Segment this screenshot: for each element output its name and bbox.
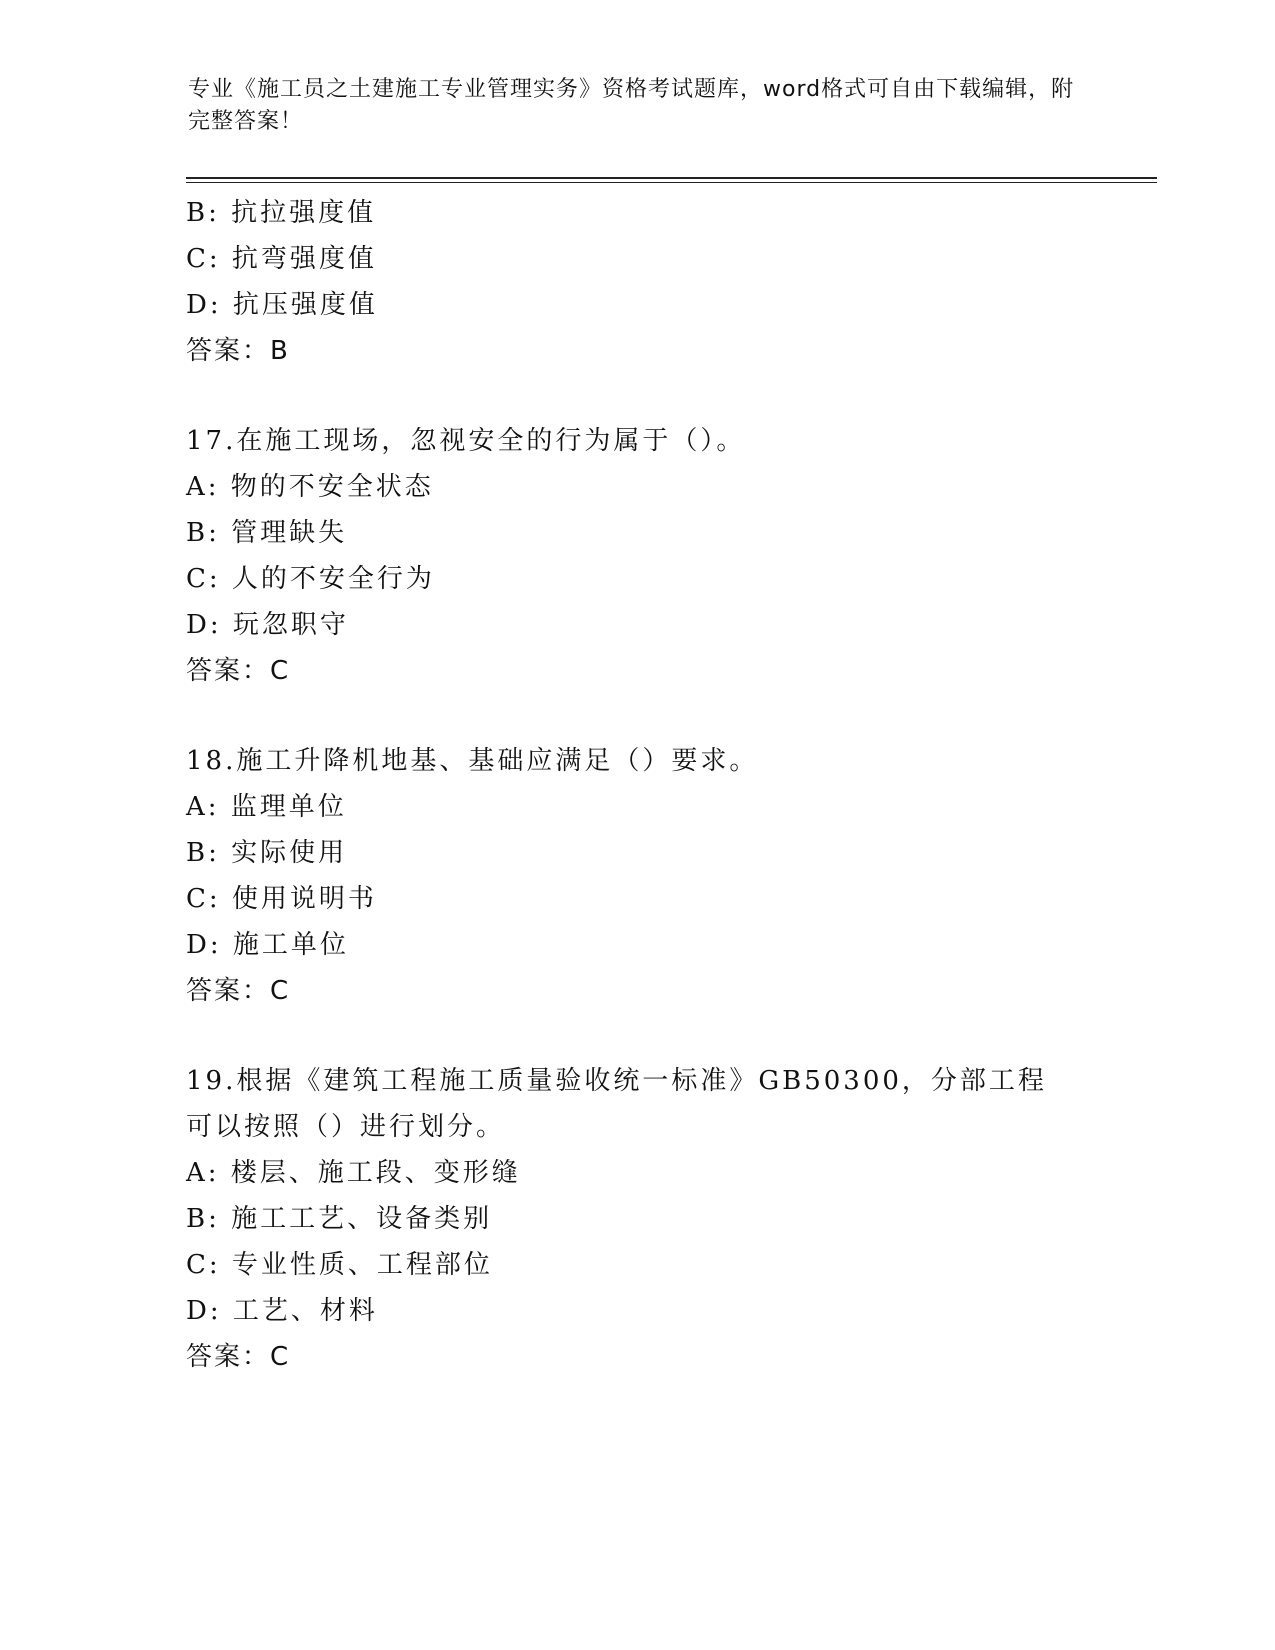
question-list <box>186 190 1086 1380</box>
header-rule-thin <box>186 182 1157 183</box>
option-d: D: 施工单位 <box>186 930 349 960</box>
option-a: A: 物的不安全状态 <box>186 472 434 502</box>
option-b: B: 施工工艺、设备类别 <box>186 1204 493 1234</box>
option-b: B: 管理缺失 <box>186 518 348 548</box>
answer: 答案：C <box>186 1342 291 1372</box>
option-d: D: 抗压强度值 <box>186 290 378 320</box>
answer: 答案：B <box>186 336 290 366</box>
option-a: A: 楼层、施工段、变形缝 <box>186 1158 521 1188</box>
document-header: 专业《施工员之土建施工专业管理实务》资格考试题库，word格式可自由下载编辑，附完整答案！ <box>188 77 1075 134</box>
question-16-continued <box>186 190 1086 374</box>
option-d: D: 玩忽职守 <box>186 610 349 640</box>
option-c: C: 抗弯强度值 <box>186 244 377 274</box>
option-b: B: 实际使用 <box>186 838 348 868</box>
question-stem: 18.施工升降机地基、基础应满足（）要求。 <box>186 746 759 776</box>
option-c: C: 专业性质、工程部位 <box>186 1250 493 1280</box>
question-18 <box>186 738 1086 1014</box>
option-c: C: 人的不安全行为 <box>186 564 435 594</box>
question-stem: 19.根据《建筑工程施工质量验收统一标准》GB50300，分部工程可以按照（）进行划分。 <box>186 1066 1047 1142</box>
header-rule-thick <box>186 177 1157 179</box>
option-b: B: 抗拉强度值 <box>186 198 377 228</box>
answer: 答案：C <box>186 976 291 1006</box>
question-17 <box>186 418 1086 694</box>
answer: 答案：C <box>186 656 291 686</box>
option-c: C: 使用说明书 <box>186 884 377 914</box>
question-stem: 17.在施工现场，忽视安全的行为属于（）。 <box>186 426 746 456</box>
question-19 <box>186 1058 1086 1380</box>
option-a: A: 监理单位 <box>186 792 347 822</box>
option-d: D: 工艺、材料 <box>186 1296 378 1326</box>
